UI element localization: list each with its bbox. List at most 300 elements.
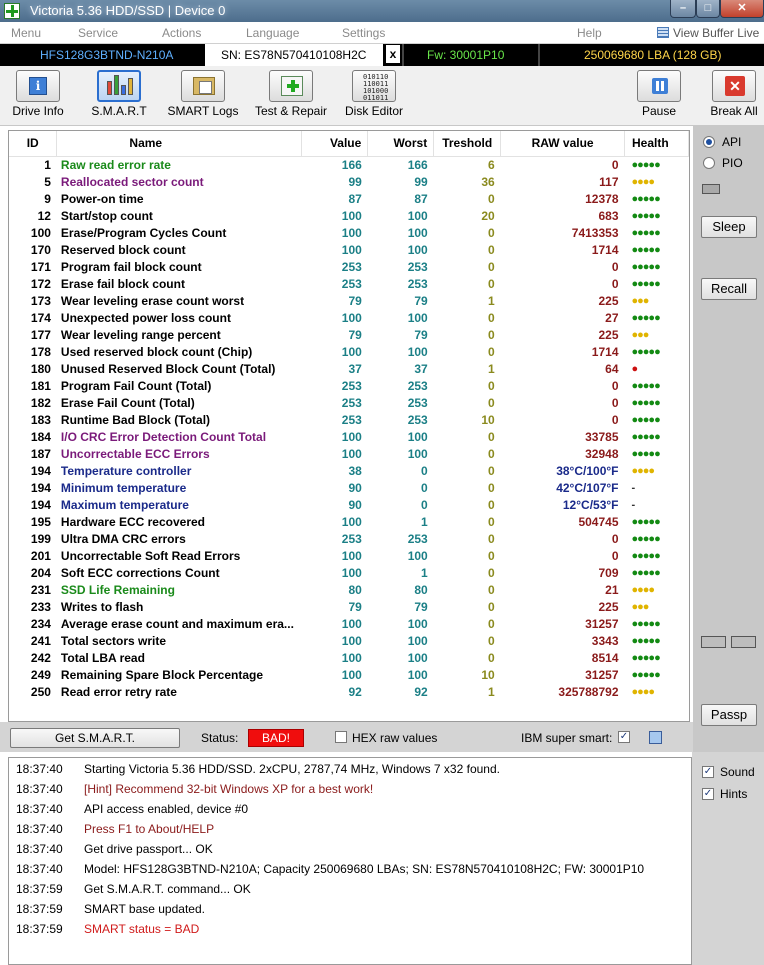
attr-threshold: 0 xyxy=(487,276,495,291)
attr-value: 100 xyxy=(341,650,362,665)
attr-worst: 100 xyxy=(407,242,428,257)
attr-threshold: 0 xyxy=(487,395,495,410)
attr-name: Unexpected power loss count xyxy=(60,310,231,325)
attr-worst: 253 xyxy=(407,378,428,393)
attr-name: Hardware ECC recovered xyxy=(60,514,205,529)
health-indicator: ●●●●● xyxy=(631,549,660,562)
attr-name: Temperature controller xyxy=(60,463,192,478)
attr-value: 100 xyxy=(341,310,362,325)
attr-id: 195 xyxy=(30,514,51,529)
log-message: SMART status = BAD xyxy=(84,922,200,936)
attr-threshold: 10 xyxy=(481,412,495,427)
view-buffer-live[interactable] xyxy=(657,26,759,40)
attr-threshold: 0 xyxy=(487,310,495,325)
device-bar xyxy=(0,44,764,66)
attr-value: 253 xyxy=(341,259,362,274)
hex-raw-checkbox[interactable] xyxy=(335,731,347,743)
attr-worst: 100 xyxy=(407,225,428,240)
test-repair-button[interactable] xyxy=(252,70,330,124)
table-row[interactable] xyxy=(9,156,689,173)
binary-icon: 010110 110011 101000 011011 xyxy=(363,73,389,102)
passp-button[interactable]: Passp xyxy=(701,704,757,726)
device-separator xyxy=(402,44,404,66)
table-row[interactable] xyxy=(9,530,689,547)
attr-value: 92 xyxy=(348,684,362,699)
attr-id: 173 xyxy=(30,293,51,308)
attr-name: Remaining Spare Block Percentage xyxy=(60,667,263,682)
attr-raw-value: 0 xyxy=(611,531,619,546)
attr-threshold: 0 xyxy=(487,582,495,597)
attr-name: Minimum temperature xyxy=(60,480,187,495)
log-timestamp: 18:37:40 xyxy=(16,782,63,796)
attr-value: 100 xyxy=(341,429,362,444)
attr-worst: 166 xyxy=(407,157,428,172)
table-row[interactable] xyxy=(9,207,689,224)
attr-name: SSD Life Remaining xyxy=(60,582,175,597)
attr-worst: 253 xyxy=(407,395,428,410)
attr-worst: 100 xyxy=(407,667,428,682)
attr-id: 194 xyxy=(30,463,51,478)
attr-worst: 99 xyxy=(414,174,428,189)
attr-value: 37 xyxy=(348,361,362,376)
attr-threshold: 10 xyxy=(481,667,495,682)
table-row[interactable] xyxy=(9,190,689,207)
minimize-button[interactable]: – xyxy=(670,0,696,18)
attr-id: 170 xyxy=(30,242,51,257)
health-indicator: ●●●●● xyxy=(631,226,660,239)
attr-value: 100 xyxy=(341,242,362,257)
table-row[interactable] xyxy=(9,479,689,496)
col-name[interactable]: Name xyxy=(57,131,302,156)
health-indicator: ●●●●● xyxy=(631,651,660,664)
attr-raw-value: 0 xyxy=(611,395,619,410)
attr-worst: 1 xyxy=(421,514,428,529)
smart-label: S.M.A.R.T xyxy=(91,104,147,118)
attr-threshold: 0 xyxy=(487,429,495,444)
attr-name: Reserved block count xyxy=(60,242,186,257)
log-timestamp: 18:37:40 xyxy=(16,822,63,836)
attr-raw-value: 0 xyxy=(611,548,619,563)
attr-raw-value: 3343 xyxy=(591,633,619,648)
attr-value: 253 xyxy=(341,531,362,546)
attr-worst: 100 xyxy=(407,208,428,223)
attr-raw-value: 1714 xyxy=(591,344,619,359)
attr-raw-value: 1714 xyxy=(591,242,619,257)
table-row[interactable] xyxy=(9,394,689,411)
device-model[interactable]: HFS128G3BTND-N210A xyxy=(40,48,174,62)
hints-checkbox[interactable]: ✓ xyxy=(703,788,713,799)
log-message: Get S.M.A.R.T. command... OK xyxy=(84,882,251,896)
attr-worst: 100 xyxy=(407,429,428,444)
health-indicator: ●●●● xyxy=(631,685,655,698)
drive-info-label: Drive Info xyxy=(12,104,64,118)
attr-id: 171 xyxy=(30,259,51,274)
smart-table xyxy=(9,131,689,700)
attr-worst: 253 xyxy=(407,531,428,546)
attr-name: Uncorrectable ECC Errors xyxy=(60,446,210,461)
sound-label: Sound xyxy=(720,765,755,779)
attr-threshold: 0 xyxy=(487,225,495,240)
attr-value: 87 xyxy=(348,191,362,206)
table-row[interactable] xyxy=(9,496,689,513)
table-row[interactable] xyxy=(9,615,689,632)
attr-threshold: 6 xyxy=(487,157,495,172)
smart-grid[interactable] xyxy=(8,130,690,722)
attr-worst: 0 xyxy=(421,463,428,478)
table-row[interactable] xyxy=(9,258,689,275)
disk-editor-button[interactable] xyxy=(343,70,405,124)
menu-help[interactable]: Help xyxy=(577,26,602,40)
attr-raw-value: 33785 xyxy=(585,429,619,444)
attr-raw-value: 38°C/100°F xyxy=(556,463,619,478)
led-indicator xyxy=(701,636,726,648)
table-row[interactable] xyxy=(9,360,689,377)
attr-raw-value: 225 xyxy=(598,327,619,342)
close-window-button[interactable]: ✕ xyxy=(720,0,764,18)
stop-icon: ✕ xyxy=(725,76,745,96)
attr-name: Total sectors write xyxy=(60,633,167,648)
table-row[interactable] xyxy=(9,326,689,343)
attr-worst: 100 xyxy=(407,548,428,563)
disk-editor-label: Disk Editor xyxy=(344,104,403,118)
attr-worst: 100 xyxy=(407,344,428,359)
log-line xyxy=(9,922,689,942)
smart-logs-button[interactable] xyxy=(167,70,239,124)
attr-worst: 253 xyxy=(407,276,428,291)
hex-raw-label: HEX raw values xyxy=(352,731,438,745)
attr-worst: 79 xyxy=(414,599,428,614)
attr-threshold: 0 xyxy=(487,480,495,495)
attr-value: 79 xyxy=(348,599,362,614)
health-indicator: ●●●●● xyxy=(631,243,660,256)
health-indicator: ●●● xyxy=(631,328,649,341)
attr-id: 194 xyxy=(30,480,51,495)
attr-worst: 79 xyxy=(414,293,428,308)
attr-threshold: 0 xyxy=(487,531,495,546)
log-message: SMART base updated. xyxy=(84,902,205,916)
col-worst[interactable]: Worst xyxy=(368,131,434,156)
api-radio[interactable] xyxy=(703,136,715,148)
attr-raw-value: 0 xyxy=(611,378,619,393)
table-row[interactable] xyxy=(9,598,689,615)
log-timestamp: 18:37:40 xyxy=(16,862,63,876)
attr-threshold: 36 xyxy=(481,174,495,189)
attr-id: 182 xyxy=(30,395,51,410)
status-label: Status: xyxy=(201,731,239,745)
log-message: Model: HFS128G3BTND-N210A; Capacity 250069680 LBAs; SN: ES78N570410108H2C; FW: 30001P10 xyxy=(84,862,645,876)
pause-button[interactable] xyxy=(637,70,681,124)
attr-threshold: 0 xyxy=(487,599,495,614)
attr-worst: 87 xyxy=(414,191,428,206)
attr-value: 100 xyxy=(341,633,362,648)
health-indicator: - xyxy=(631,498,635,511)
attr-value: 79 xyxy=(348,293,362,308)
attr-threshold: 1 xyxy=(487,684,495,699)
attr-name: I/O CRC Error Detection Count Total xyxy=(60,429,267,444)
sound-checkbox[interactable]: ✓ xyxy=(703,766,713,777)
menu-service[interactable]: Service xyxy=(78,26,119,40)
table-row[interactable] xyxy=(9,666,689,683)
attr-id: 201 xyxy=(30,548,51,563)
attr-worst: 100 xyxy=(407,446,428,461)
attr-threshold: 0 xyxy=(487,327,495,342)
table-row[interactable] xyxy=(9,343,689,360)
health-indicator: ●●●●● xyxy=(631,430,660,443)
attr-worst: 0 xyxy=(421,480,428,495)
info-icon: i xyxy=(29,77,47,95)
log-line xyxy=(9,822,689,842)
attr-name: Unused Reserved Block Count (Total) xyxy=(60,361,276,376)
attr-id: 183 xyxy=(30,412,51,427)
col-health[interactable]: Health xyxy=(625,131,689,156)
attr-worst: 0 xyxy=(421,497,428,512)
attr-value: 38 xyxy=(348,463,362,478)
attr-raw-value: 31257 xyxy=(585,616,619,631)
attr-raw-value: 7413353 xyxy=(571,225,619,240)
sleep-button[interactable]: Sleep xyxy=(701,216,757,238)
attr-worst: 253 xyxy=(407,412,428,427)
log-line xyxy=(9,882,689,902)
table-row[interactable] xyxy=(9,445,689,462)
smart-logs-label: SMART Logs xyxy=(167,104,239,118)
attr-name: Wear leveling erase count worst xyxy=(60,293,245,308)
attr-name: Total LBA read xyxy=(60,650,145,665)
health-indicator: ●●● xyxy=(631,294,649,307)
attr-value: 99 xyxy=(348,174,362,189)
table-row[interactable] xyxy=(9,411,689,428)
attr-id: 180 xyxy=(30,361,51,376)
break-all-label: Break All xyxy=(710,104,758,118)
table-row[interactable] xyxy=(9,292,689,309)
log-message: Press F1 to About/HELP xyxy=(84,822,215,836)
health-indicator: ●●●●● xyxy=(631,532,660,545)
attr-name: Ultra DMA CRC errors xyxy=(60,531,186,546)
attr-value: 253 xyxy=(341,276,362,291)
hints-label: Hints xyxy=(720,787,748,801)
health-indicator: ●●●●● xyxy=(631,447,660,460)
attr-name: Erase Fail Count (Total) xyxy=(60,395,195,410)
device-capacity: 250069680 LBA (128 GB) xyxy=(584,48,722,62)
attr-value: 80 xyxy=(348,582,362,597)
attr-id: 100 xyxy=(30,225,51,240)
health-indicator: ●●●●● xyxy=(631,158,660,171)
attr-raw-value: 0 xyxy=(611,276,619,291)
attr-raw-value: 12378 xyxy=(585,191,619,206)
maximize-button[interactable]: □ xyxy=(696,0,720,18)
recall-button[interactable]: Recall xyxy=(701,278,757,300)
attr-raw-value: 42°C/107°F xyxy=(556,480,619,495)
health-indicator: ●●●●● xyxy=(631,209,660,222)
health-indicator: ●●●●● xyxy=(631,260,660,273)
color-indicator[interactable] xyxy=(649,731,662,744)
attr-id: 241 xyxy=(30,633,51,648)
health-indicator: ●●●● xyxy=(631,583,655,596)
table-row[interactable] xyxy=(9,581,689,598)
pio-radio[interactable] xyxy=(703,157,715,169)
attr-raw-value: 64 xyxy=(605,361,619,376)
table-row[interactable] xyxy=(9,649,689,666)
buffer-icon xyxy=(657,27,669,38)
log-line xyxy=(9,782,689,802)
attr-id: 187 xyxy=(30,446,51,461)
pause-icon xyxy=(652,78,668,94)
attr-threshold: 1 xyxy=(487,293,495,308)
log-timestamp: 18:37:59 xyxy=(16,922,63,936)
led-indicator xyxy=(731,636,756,648)
device-serial: SN: ES78N570410108H2C xyxy=(221,48,367,62)
toolbar xyxy=(0,66,764,126)
attr-raw-value: 32948 xyxy=(585,446,619,461)
attr-id: 177 xyxy=(30,327,51,342)
col-threshold[interactable]: Treshold xyxy=(434,131,501,156)
attr-id: 172 xyxy=(30,276,51,291)
attr-threshold: 20 xyxy=(481,208,495,223)
log-message: Get drive passport... OK xyxy=(84,842,213,856)
status-badge: BAD! xyxy=(248,729,304,747)
attr-worst: 253 xyxy=(407,259,428,274)
attr-id: 5 xyxy=(44,174,51,189)
health-indicator: ●●●●● xyxy=(631,192,660,205)
log-timestamp: 18:37:40 xyxy=(16,762,63,776)
attr-worst: 79 xyxy=(414,327,428,342)
health-indicator: ●●●●● xyxy=(631,413,660,426)
health-indicator: ●●●●● xyxy=(631,396,660,409)
attr-name: Power-on time xyxy=(60,191,144,206)
pause-label: Pause xyxy=(641,104,677,118)
log-side-panel xyxy=(692,752,764,965)
attr-threshold: 0 xyxy=(487,650,495,665)
attr-raw-value: 117 xyxy=(599,174,619,189)
attr-raw-value: 8514 xyxy=(591,650,619,665)
table-row[interactable] xyxy=(9,564,689,581)
smart-chart-icon xyxy=(97,70,141,102)
col-value[interactable]: Value xyxy=(302,131,368,156)
attr-value: 166 xyxy=(341,157,362,172)
attr-worst: 100 xyxy=(407,310,428,325)
attr-name: Used reserved block count (Chip) xyxy=(60,344,253,359)
attr-value: 100 xyxy=(341,344,362,359)
attr-value: 100 xyxy=(341,208,362,223)
attr-name: Read error retry rate xyxy=(60,684,177,699)
table-row[interactable] xyxy=(9,173,689,190)
attr-value: 100 xyxy=(341,446,362,461)
health-indicator: ●●●●● xyxy=(631,345,660,358)
col-raw[interactable]: RAW value xyxy=(501,131,625,156)
table-row[interactable] xyxy=(9,224,689,241)
log-message: [Hint] Recommend 32-bit Windows XP for a best work! xyxy=(84,782,374,796)
log-line xyxy=(9,902,689,922)
attr-threshold: 0 xyxy=(487,191,495,206)
table-row[interactable] xyxy=(9,428,689,445)
attr-id: 204 xyxy=(30,565,51,580)
attr-value: 100 xyxy=(341,225,362,240)
attr-worst: 92 xyxy=(414,684,428,699)
table-row[interactable] xyxy=(9,241,689,258)
health-indicator: ●●●●● xyxy=(631,515,660,528)
get-smart-button[interactable]: Get S.M.A.R.T. xyxy=(10,728,180,748)
table-header-row xyxy=(9,131,689,156)
menu-actions[interactable]: Actions xyxy=(162,26,202,40)
health-indicator: - xyxy=(631,481,635,494)
log-panel[interactable] xyxy=(8,757,692,965)
port-indicator xyxy=(702,184,720,194)
attr-id: 184 xyxy=(30,429,51,444)
col-id[interactable]: ID xyxy=(9,131,57,156)
pio-label: PIO xyxy=(722,156,743,170)
device-close-button[interactable]: x xyxy=(386,45,400,63)
table-row[interactable] xyxy=(9,275,689,292)
attr-raw-value: 709 xyxy=(598,565,619,580)
api-label: API xyxy=(722,135,742,149)
table-row[interactable] xyxy=(9,683,689,700)
health-indicator: ●●● xyxy=(631,600,649,613)
attr-worst: 80 xyxy=(414,582,428,597)
smart-button[interactable] xyxy=(88,70,150,124)
attr-value: 90 xyxy=(348,480,362,495)
attr-id: 242 xyxy=(30,650,51,665)
menu-menu[interactable]: Menu xyxy=(11,26,42,40)
attr-id: 12 xyxy=(37,208,51,223)
table-row[interactable] xyxy=(9,309,689,326)
ibm-super-smart-label: IBM super smart: xyxy=(521,731,613,745)
attr-raw-value: 225 xyxy=(598,599,619,614)
attr-raw-value: 21 xyxy=(605,582,619,597)
attr-value: 100 xyxy=(341,565,362,580)
attr-id: 9 xyxy=(44,191,51,206)
attr-name: Runtime Bad Block (Total) xyxy=(60,412,211,427)
table-row[interactable] xyxy=(9,462,689,479)
attr-name: Program fail block count xyxy=(60,259,202,274)
attr-name: Program Fail Count (Total) xyxy=(60,378,212,393)
attr-threshold: 0 xyxy=(487,378,495,393)
menu-language[interactable]: Language xyxy=(246,26,300,40)
attr-threshold: 0 xyxy=(487,446,495,461)
health-indicator: ●●●●● xyxy=(631,617,660,630)
attr-threshold: 0 xyxy=(487,242,495,257)
table-row[interactable] xyxy=(9,632,689,649)
attr-raw-value: 0 xyxy=(611,157,619,172)
health-indicator: ●●●●● xyxy=(631,379,660,392)
health-indicator: ●●●●● xyxy=(631,566,660,579)
attr-id: 194 xyxy=(30,497,51,512)
smart-table-body xyxy=(9,156,689,700)
device-serial-box xyxy=(205,44,383,66)
attr-raw-value: 0 xyxy=(611,412,619,427)
health-indicator: ●●●●● xyxy=(631,311,660,324)
health-indicator: ●●●● xyxy=(631,464,655,477)
table-row[interactable] xyxy=(9,513,689,530)
attr-threshold: 0 xyxy=(487,548,495,563)
attr-name: Reallocated sector count xyxy=(60,174,204,189)
attr-threshold: 0 xyxy=(487,344,495,359)
attr-id: 1 xyxy=(44,157,51,172)
break-all-button[interactable] xyxy=(708,70,760,124)
attr-threshold: 0 xyxy=(487,514,495,529)
table-row[interactable] xyxy=(9,547,689,564)
ibm-super-smart-checkbox[interactable]: ✓ xyxy=(619,731,629,742)
table-row[interactable] xyxy=(9,377,689,394)
drive-info-button[interactable] xyxy=(9,70,67,124)
menu-settings[interactable]: Settings xyxy=(342,26,386,40)
log-timestamp: 18:37:59 xyxy=(16,882,63,896)
device-separator xyxy=(538,44,540,66)
attr-raw-value: 683 xyxy=(598,208,619,223)
attr-name: Writes to flash xyxy=(60,599,144,614)
attr-threshold: 1 xyxy=(487,361,495,376)
attr-worst: 100 xyxy=(407,650,428,665)
attr-value: 253 xyxy=(341,395,362,410)
attr-value: 90 xyxy=(348,497,362,512)
